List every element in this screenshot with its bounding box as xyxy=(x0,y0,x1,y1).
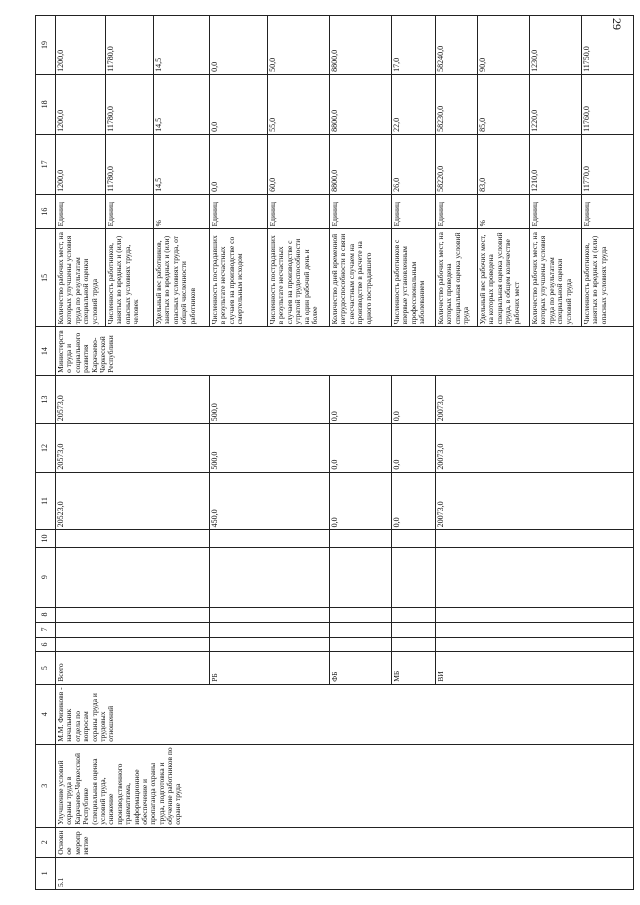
indicator-name: Количество дней временной нетрудоспособности в связи с несчастным случаем на производстве в расчете на одного пострадавшего xyxy=(330,229,392,327)
funding-value: 0,0 xyxy=(330,424,392,472)
indicator-unit: Единиц xyxy=(530,194,582,229)
indicator-value: 0,0 xyxy=(210,134,268,194)
cell-empty xyxy=(392,622,436,637)
indicator-name: Количество рабочих мест, на которых улучшены условия труда по результатам специальной оценки условий труда xyxy=(56,229,106,327)
indicator-value: 1220,0 xyxy=(530,74,582,134)
cell-empty xyxy=(56,530,210,547)
indicator-value: 14,5 xyxy=(154,74,210,134)
col-num-9: 9 xyxy=(36,547,56,607)
cell-empty xyxy=(436,607,634,622)
funding-source: ФБ xyxy=(330,652,392,684)
indicator-value: 55,0 xyxy=(268,74,330,134)
col-num-13: 13 xyxy=(36,375,56,423)
indicator-value: 14,5 xyxy=(154,16,210,75)
indicator-name: Удельный вес рабочих мест, на которых проведена специальная оценка условий труда, в общем количестве рабочих мест xyxy=(478,229,530,327)
indicator-name: Количество рабочих мест, на которых проведена специальная оценка условий труда xyxy=(436,229,478,327)
funding-value: 0,0 xyxy=(330,375,392,423)
cell-empty xyxy=(210,637,330,652)
cell-empty xyxy=(210,530,330,547)
row-type: Основное мероприятие xyxy=(56,827,634,857)
indicator-value: 0,0 xyxy=(210,16,268,75)
indicator-value: 8800,0 xyxy=(330,16,392,75)
cell-empty xyxy=(436,637,634,652)
indicator-value: 22,0 xyxy=(392,74,436,134)
col-num-5: 5 xyxy=(36,652,56,684)
indicator-value: 8800,0 xyxy=(330,134,392,194)
funding-value: 20073,0 xyxy=(436,472,634,530)
cell-empty xyxy=(436,622,634,637)
indicator-value: 11770,0 xyxy=(582,134,634,194)
indicator-value: 14,5 xyxy=(154,134,210,194)
indicator-value: 0,0 xyxy=(210,74,268,134)
row-responsible: М.М. Физиковв - начальник отдела по вопросам охраны труда и трудовых отношений xyxy=(56,684,634,744)
indicator-name: Удельный вес работников, занятых во вредных и (или) опасных условиях труда, от общей численности работников xyxy=(154,229,210,327)
indicator-name: Количество рабочих мест, на которых улучшены условия труда по результатам специальной оценки условий труда xyxy=(530,229,582,327)
col-num-19: 19 xyxy=(36,16,56,75)
funding-value: 0,0 xyxy=(392,424,436,472)
indicator-value: 11780,0 xyxy=(106,74,154,134)
col-num-8: 8 xyxy=(36,607,56,622)
funding-value: 20573,0 xyxy=(56,375,210,423)
cell-empty xyxy=(330,607,392,622)
page-number: 29 xyxy=(610,18,624,30)
rotated-table xyxy=(35,15,608,890)
indicator-name: Численность пострадавших в результате несчастных случаев на производстве со смертельным исходом xyxy=(210,229,268,327)
indicator-unit: % xyxy=(154,194,210,229)
cell-empty xyxy=(330,547,392,607)
funding-source: МБ xyxy=(392,652,436,684)
cell-empty xyxy=(56,547,210,607)
indicator-value: 58230,0 xyxy=(436,74,478,134)
col-num-6: 6 xyxy=(36,637,56,652)
table-container xyxy=(35,15,608,890)
funding-value: 20523,0 xyxy=(56,472,210,530)
indicator-unit: Единиц xyxy=(210,194,268,229)
funding-value: 500,0 xyxy=(210,375,330,423)
indicator-value: 90,0 xyxy=(478,16,530,75)
funding-source: РБ xyxy=(210,652,330,684)
funding-source: Всего xyxy=(56,652,210,684)
indicator-value: 26,0 xyxy=(392,134,436,194)
indicator-unit: Единиц xyxy=(330,194,392,229)
indicator-unit: Единиц xyxy=(392,194,436,229)
indicator-value: 17,0 xyxy=(392,16,436,75)
indicator-unit: Единиц xyxy=(56,194,106,229)
col-num-14: 14 xyxy=(36,327,56,375)
cell-empty xyxy=(330,637,392,652)
funding-source: ВИ xyxy=(436,652,634,684)
cell-empty xyxy=(210,607,330,622)
indicator-value: 11760,0 xyxy=(582,74,634,134)
row-code: 5.1 xyxy=(56,857,634,889)
indicator-name: Численность работников, занятых во вредных и (или) опасных условиях труда xyxy=(582,229,634,327)
cell-empty xyxy=(56,622,210,637)
indicator-value: 1230,0 xyxy=(530,16,582,75)
indicator-value: 1200,0 xyxy=(56,74,106,134)
funding-value: 500,0 xyxy=(210,424,330,472)
indicator-unit: Единиц xyxy=(268,194,330,229)
indicator-value: 11780,0 xyxy=(106,134,154,194)
col-num-15: 15 xyxy=(36,229,56,327)
indicator-value: 11780,0 xyxy=(106,16,154,75)
indicator-value: 1200,0 xyxy=(56,134,106,194)
cell-empty xyxy=(56,637,210,652)
indicator-value: 1200,0 xyxy=(56,16,106,75)
cell-empty xyxy=(392,607,436,622)
col-num-18: 18 xyxy=(36,74,56,134)
indicator-value: 58220,0 xyxy=(436,134,478,194)
col-num-12: 12 xyxy=(36,424,56,472)
indicator-value: 60,0 xyxy=(268,134,330,194)
indicator-unit: Единиц xyxy=(436,194,478,229)
col-num-2: 2 xyxy=(36,827,56,857)
cell-empty xyxy=(436,547,634,607)
indicator-unit: Единиц xyxy=(106,194,154,229)
column-number-row xyxy=(36,16,56,890)
indicator-value: 11750,0 xyxy=(582,16,634,75)
col-num-17: 17 xyxy=(36,134,56,194)
row-title: Улучшение условий охраны труда в Карачаево-Черкесской Республике (специальная оценка условий труда, снижение производственного травматизма, информационное обеспечение и пропаганда охраны труда, подготовка и обучение работников по охране труда xyxy=(56,744,634,827)
indicator-unit: % xyxy=(478,194,530,229)
funding-value: 0,0 xyxy=(330,472,392,530)
cell-empty xyxy=(330,622,392,637)
col-num-1: 1 xyxy=(36,857,56,889)
col-num-16: 16 xyxy=(36,194,56,229)
indicator-value: 8800,0 xyxy=(330,74,392,134)
col-num-7: 7 xyxy=(36,622,56,637)
funding-value: 0,0 xyxy=(392,375,436,423)
table-row xyxy=(56,16,106,890)
col-num-11: 11 xyxy=(36,472,56,530)
cell-empty xyxy=(56,607,210,622)
indicator-value: 1210,0 xyxy=(530,134,582,194)
cell-empty xyxy=(436,530,634,547)
row-executor: Министерство труда и социального развития Карачаево-Черкесской Республики xyxy=(56,327,634,375)
indicator-name: Численность работников, занятых во вредных и (или) опасных условиях труда, человек xyxy=(106,229,154,327)
indicator-value: 85,0 xyxy=(478,74,530,134)
col-num-4: 4 xyxy=(36,684,56,744)
cell-empty xyxy=(210,547,330,607)
indicator-value: 50,0 xyxy=(268,16,330,75)
cell-empty xyxy=(392,637,436,652)
funding-value: 20073,0 xyxy=(436,424,634,472)
indicator-unit: Единиц xyxy=(582,194,634,229)
cell-empty xyxy=(392,530,436,547)
col-num-3: 3 xyxy=(36,744,56,827)
indicator-value: 58240,0 xyxy=(436,16,478,75)
cell-empty xyxy=(392,547,436,607)
funding-value: 20073,0 xyxy=(436,375,634,423)
col-num-10: 10 xyxy=(36,530,56,547)
cell-empty xyxy=(330,530,392,547)
cell-empty xyxy=(210,622,330,637)
indicator-name: Численность пострадавших в результате несчастных случаев на производстве с утратой трудоспособности на один рабочий день и более xyxy=(268,229,330,327)
indicator-name: Численность работников с впервые установленным профессиональным заболеванием xyxy=(392,229,436,327)
indicator-value: 83,0 xyxy=(478,134,530,194)
program-table xyxy=(35,15,634,890)
funding-value: 0,0 xyxy=(392,472,436,530)
funding-value: 450,0 xyxy=(210,472,330,530)
funding-value: 20573,0 xyxy=(56,424,210,472)
